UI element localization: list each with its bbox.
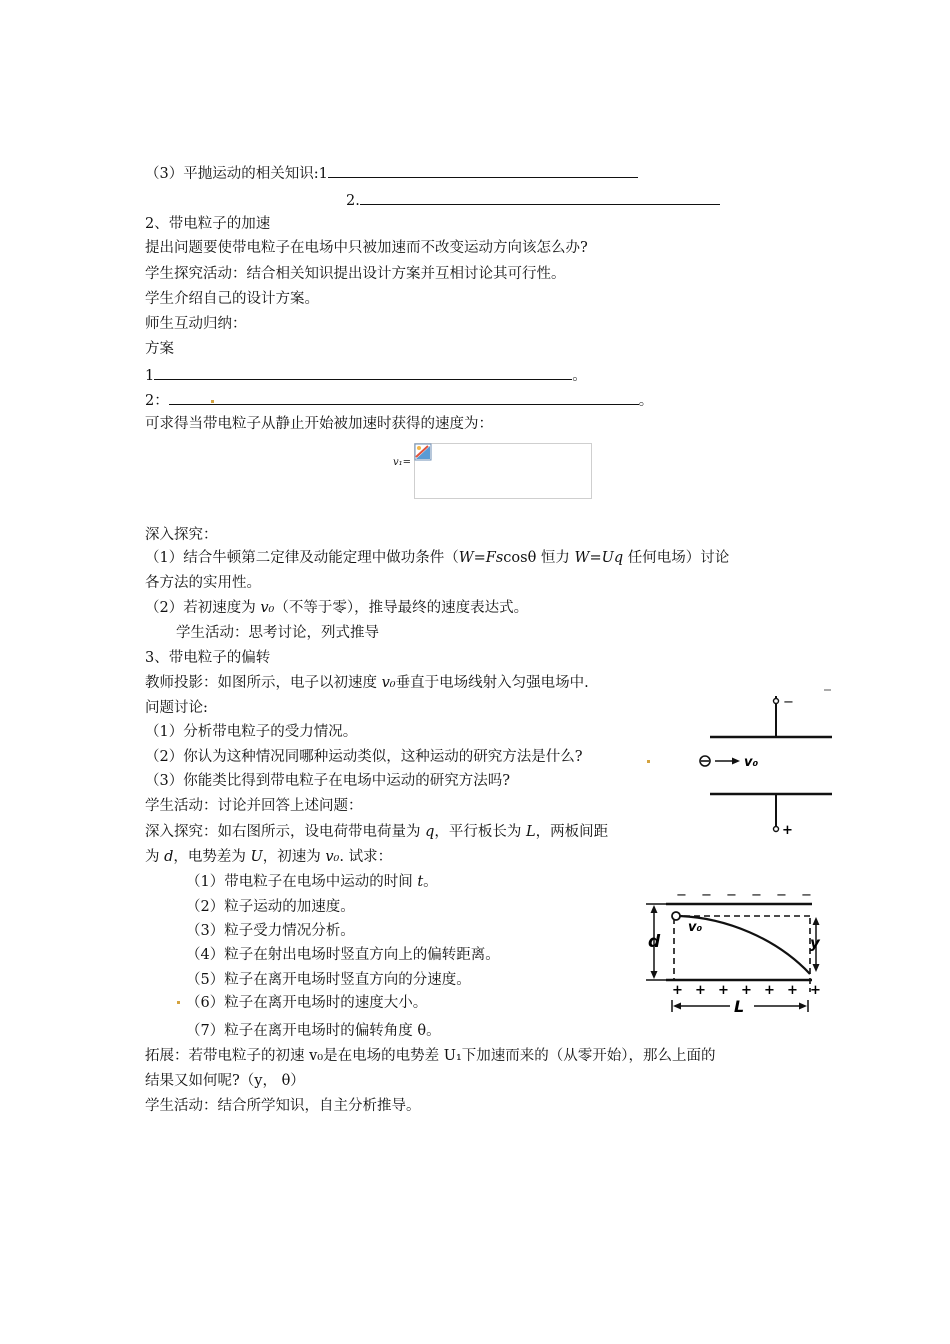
deep-inquiry-text: 深入探究：如右图所示，设电荷带电荷量为 q，平行板长为 L，两板间距 bbox=[145, 824, 609, 840]
question-2: （2）你认为这种情况同哪种运动类似，这种运动的研究方法是什么? bbox=[145, 749, 583, 765]
broken-image-icon bbox=[414, 443, 432, 461]
summary-text: 师生互动归纳： bbox=[145, 316, 247, 332]
projectile-knowledge-line-2: 2. bbox=[346, 189, 720, 212]
bottom-terminal bbox=[774, 827, 779, 832]
arrow-head bbox=[732, 758, 740, 765]
plus-sign: + bbox=[810, 983, 821, 998]
marker-dot bbox=[211, 400, 214, 403]
deep-item-2: （2）若初速度为 v₀（不等于零），推导最终的速度表达式。 bbox=[145, 600, 529, 616]
top-terminal bbox=[774, 699, 779, 704]
formula-label: v₁= bbox=[393, 457, 412, 468]
plus-sign: + bbox=[672, 983, 683, 998]
minus-sign-row bbox=[676, 888, 812, 903]
blank-line[interactable] bbox=[328, 162, 638, 178]
plus-sign: + bbox=[695, 983, 706, 998]
minus-sign: − bbox=[776, 888, 787, 903]
minus-label: − bbox=[783, 695, 794, 710]
extension-text-2: 结果又如何呢?（y， θ） bbox=[145, 1073, 305, 1089]
plan-label: 方案 bbox=[145, 341, 174, 357]
plan-2-line: 2： 。 bbox=[145, 389, 653, 412]
question-3: （3）你能类比得到带电粒子在电场中运动的研究方法吗? bbox=[145, 773, 510, 789]
task-3: （3）粒子受力情况分析。 bbox=[186, 923, 355, 939]
plan-1-line: 1 。 bbox=[145, 364, 587, 387]
plus-sign: + bbox=[787, 983, 798, 998]
task-1: （1）带电粒子在电场中运动的时间 t。 bbox=[186, 874, 438, 890]
final-activity: 学生活动：结合所学知识，自主分析推导。 bbox=[145, 1098, 421, 1114]
task-2: （2）粒子运动的加速度。 bbox=[186, 899, 355, 915]
plus-sign-row bbox=[672, 983, 821, 998]
activity-text: 学生探究活动：结合相关知识提出设计方案并互相讨论其可行性。 bbox=[145, 266, 566, 282]
task-7: （7）粒子在离开电场时的偏转角度 θ。 bbox=[186, 1023, 441, 1039]
question-text: 提出问题要使带电粒子在电场中只被加速而不改变运动方向该怎么办? bbox=[145, 240, 588, 256]
formula-box bbox=[391, 443, 591, 499]
L-label: L bbox=[734, 997, 745, 1016]
section-heading-3: 3、带电粒子的偏转 bbox=[145, 650, 271, 666]
deep-heading: 深入探究： bbox=[145, 527, 218, 543]
marker-dot bbox=[647, 760, 650, 763]
minus-sign: − bbox=[701, 888, 712, 903]
deflection-figure bbox=[636, 888, 836, 1016]
projection-text: 教师投影：如图所示，电子以初速度 v₀垂直于电场线射入匀强电场中. bbox=[145, 675, 589, 691]
plus-sign: + bbox=[718, 983, 729, 998]
task-6: （6）粒子在离开电场时的速度大小。 bbox=[186, 995, 428, 1011]
minus-sign: − bbox=[726, 888, 737, 903]
plus-label: + bbox=[782, 823, 793, 838]
discussion-label: 问题讨论: bbox=[145, 700, 208, 716]
question-1: （1）分析带电粒子的受力情况。 bbox=[145, 724, 358, 740]
y-label: y bbox=[810, 934, 820, 952]
extension-text: 拓展：若带电粒子的初速 v₀是在电场的电势差 U₁下加速而来的（从零开始），那么上面的 bbox=[145, 1048, 716, 1064]
speed-text: 可求得当带电粒子从静止开始被加速时获得的速度为： bbox=[145, 416, 493, 432]
formula-frame bbox=[414, 443, 592, 499]
intro-text: 学生介绍自己的设计方案。 bbox=[145, 291, 319, 307]
blank-line[interactable] bbox=[169, 389, 639, 405]
plus-sign: + bbox=[741, 983, 752, 998]
blank-line[interactable] bbox=[154, 364, 572, 380]
electron-field-figure bbox=[690, 686, 840, 846]
blank-line[interactable] bbox=[360, 189, 720, 205]
deep-item-1-cont: 各方法的实用性。 bbox=[145, 575, 261, 591]
minus-sign: − bbox=[751, 888, 762, 903]
minus-sign: − bbox=[801, 888, 812, 903]
deep-inquiry-text-2: 为 d，电势差为 U，初速为 v₀. 试求： bbox=[145, 849, 393, 865]
activity-text-3: 学生活动：讨论并回答上述问题： bbox=[145, 798, 363, 814]
deep-activity: 学生活动：思考讨论，列式推导 bbox=[176, 625, 379, 641]
v0-label: v₀ bbox=[744, 755, 759, 770]
deep-item-1: （1）结合牛顿第二定律及动能定理中做功条件（W=Fscosθ 恒力 W=Uq 任何电场）讨论 bbox=[145, 550, 730, 566]
minus-sign: − bbox=[676, 888, 687, 903]
projectile-knowledge-line: （3）平抛运动的相关知识:1 bbox=[145, 162, 638, 185]
marker-dot bbox=[177, 1001, 180, 1004]
plus-sign: + bbox=[764, 983, 775, 998]
d-label: d bbox=[648, 932, 661, 952]
task-5: （5）粒子在离开电场时竖直方向的分速度。 bbox=[186, 972, 471, 988]
section-heading: 2、带电粒子的加速 bbox=[145, 216, 271, 232]
particle bbox=[672, 912, 680, 920]
v0-label: v₀ bbox=[688, 920, 703, 935]
task-4: （4）粒子在射出电场时竖直方向上的偏转距离。 bbox=[186, 947, 500, 963]
